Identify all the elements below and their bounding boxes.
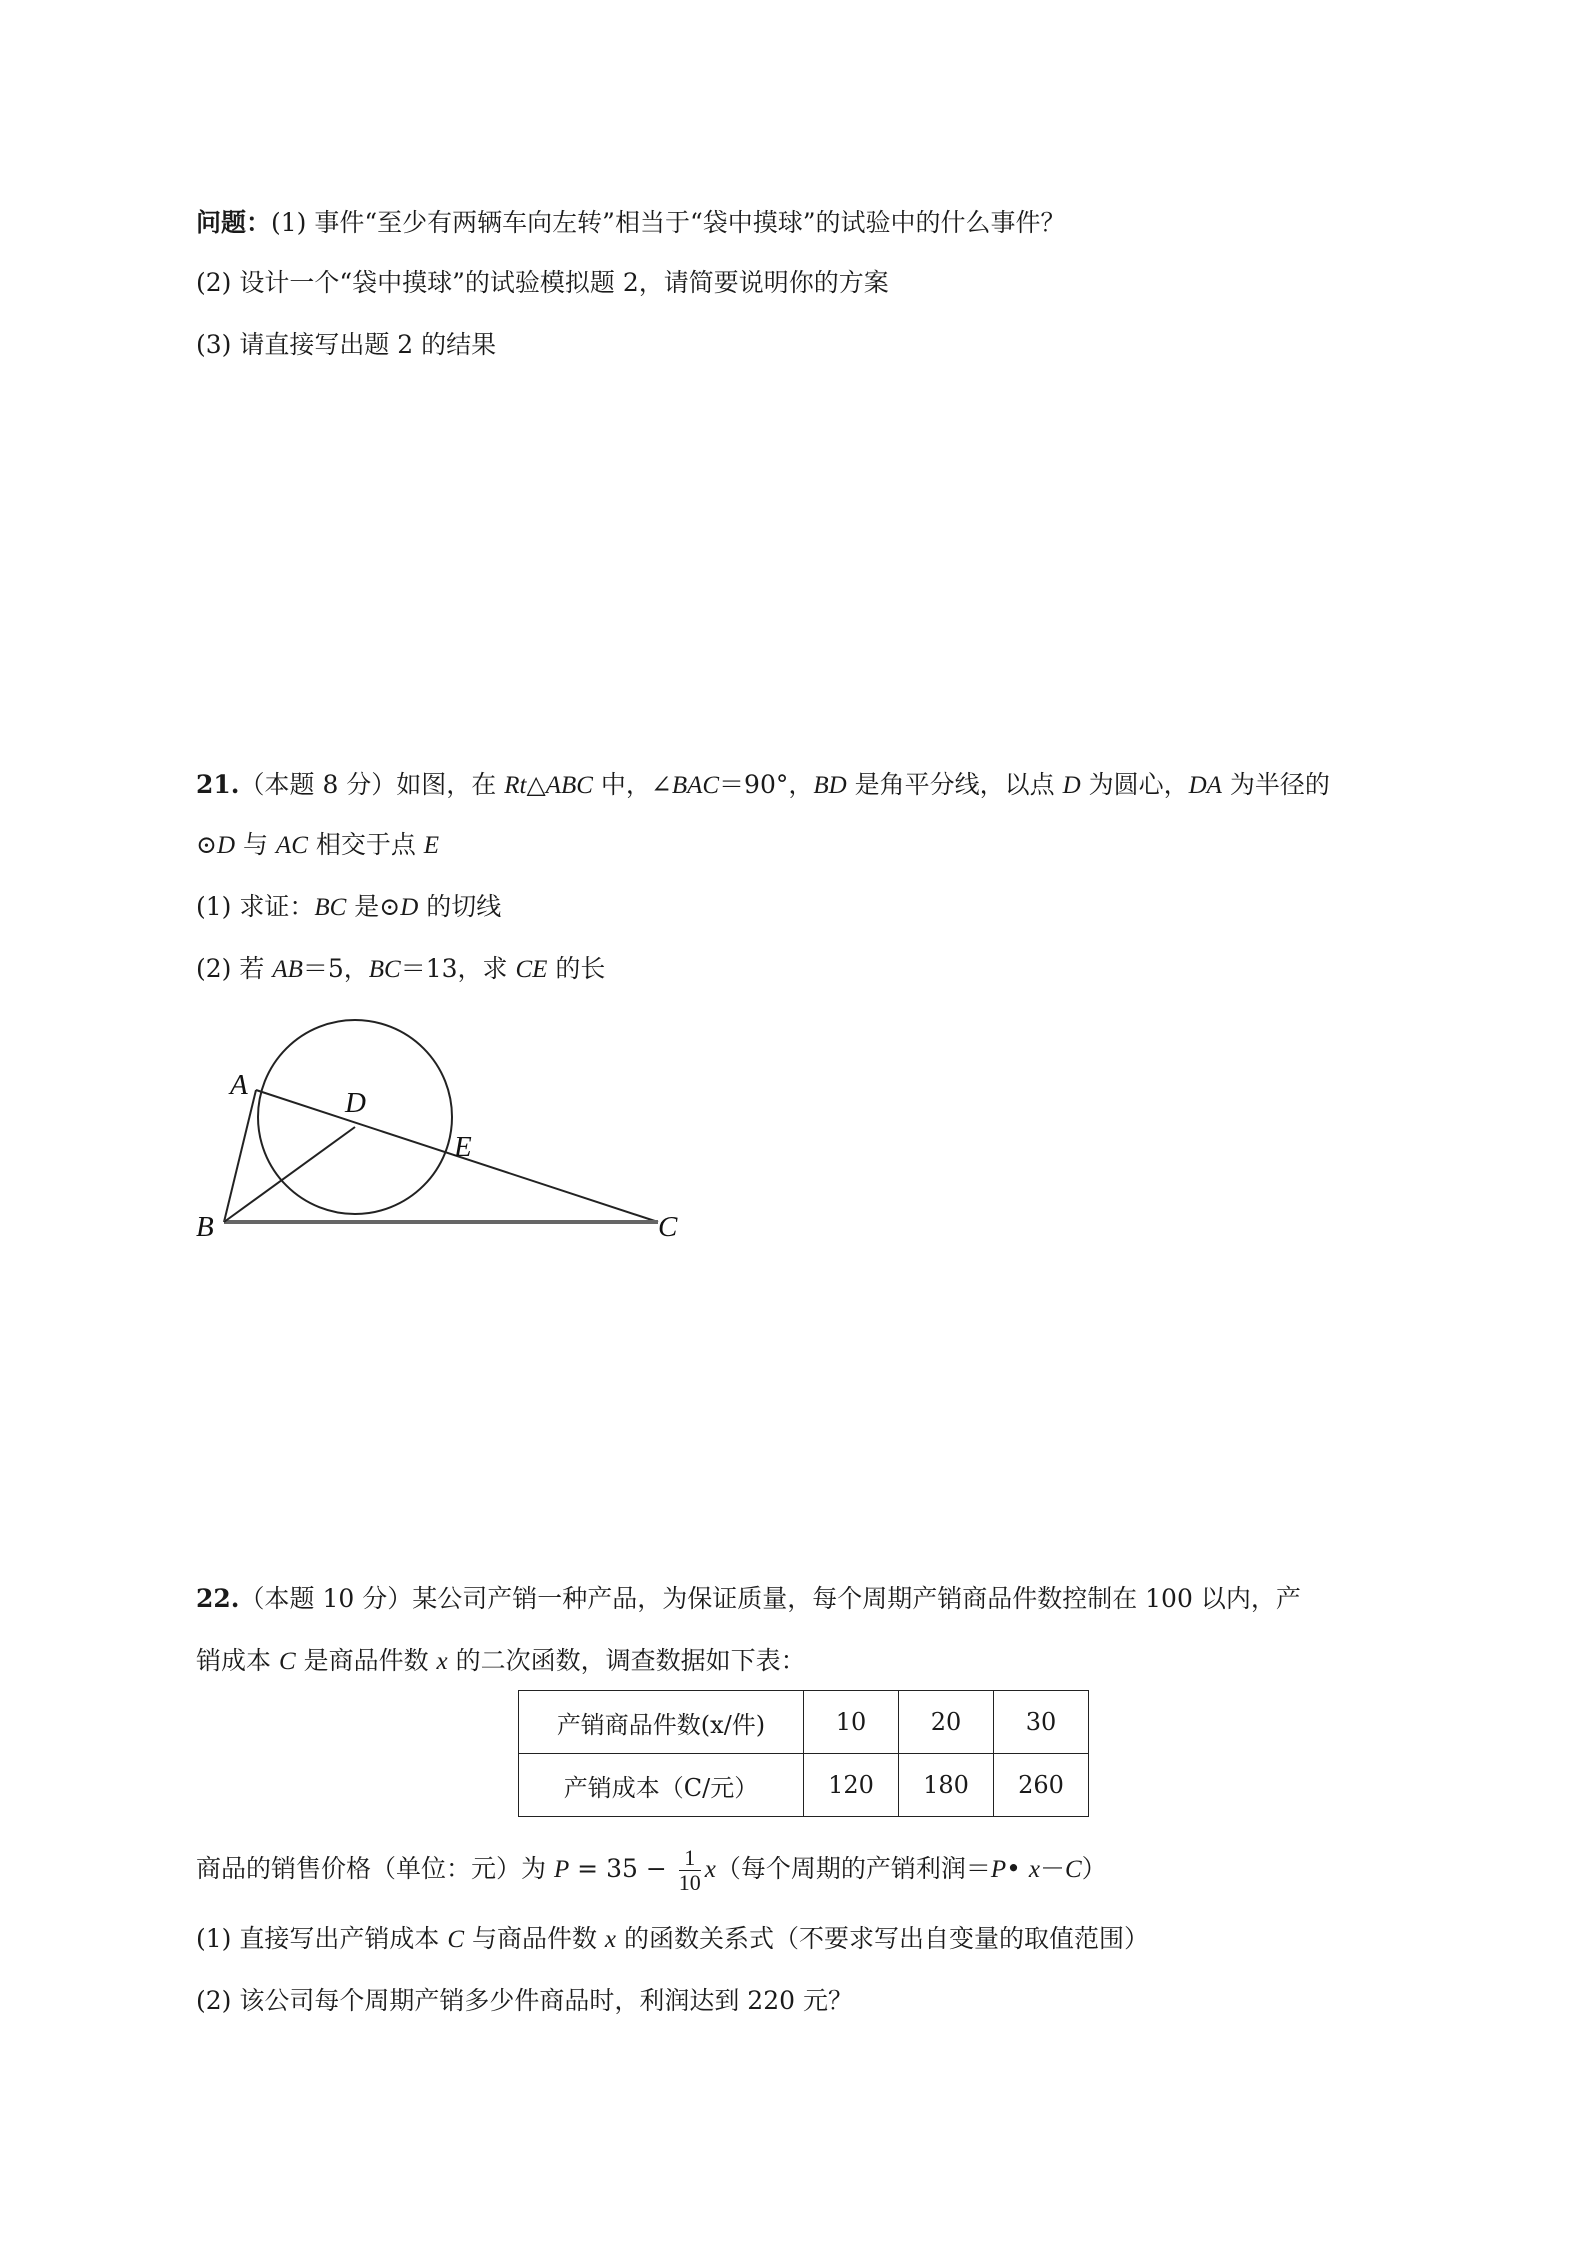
table-cell: 20 bbox=[899, 1691, 994, 1754]
label-c: C bbox=[658, 1211, 678, 1243]
table-cell: 10 bbox=[804, 1691, 899, 1754]
p20-question-3: (3) 请直接写出题 2 的结果 bbox=[196, 330, 497, 359]
table-cell: 120 bbox=[804, 1754, 899, 1817]
table-row bbox=[519, 1691, 1089, 1754]
p20-question-2: (2) 设计一个“袋中摸球”的试验模拟题 2，请简要说明你的方案 bbox=[196, 268, 889, 297]
table-row bbox=[519, 1754, 1089, 1817]
p21-geometry-figure bbox=[190, 1012, 690, 1262]
p22-part-2: (2) 该公司每个周期产销多少件商品时，利润达到 220 元？ bbox=[196, 1986, 853, 2015]
table-cell: 260 bbox=[994, 1754, 1089, 1817]
table-header-cost: 产销成本（C/元） bbox=[519, 1754, 804, 1817]
p22-price-formula: 商品的销售价格（单位：元）为 P = 35 − $\frac{1}{10}$ x（每个周期的产销利润＝P• x－C） bbox=[196, 1845, 1107, 1895]
table-cell: 30 bbox=[994, 1691, 1089, 1754]
p22-part-1: (1) 直接写出产销成本 C 与商品件数 x 的函数关系式（不要求写出自变量的取值范围） bbox=[196, 1924, 1149, 1953]
p22-data-table bbox=[518, 1690, 1089, 1817]
p21-part-2: (2) 若 AB＝5，BC＝13，求 CE 的长 bbox=[196, 954, 606, 983]
p22-number: 22. bbox=[196, 1584, 240, 1613]
fraction: $\frac{1}{10}$ bbox=[678, 1845, 701, 1895]
table-header-count: 产销商品件数(x/件) bbox=[519, 1691, 804, 1754]
p21-statement-line2: ⊙D 与 AC 相交于点 E bbox=[196, 830, 440, 859]
label-b: B bbox=[196, 1211, 214, 1243]
table-cell: 180 bbox=[899, 1754, 994, 1817]
label-e: E bbox=[454, 1131, 472, 1163]
label-d: D bbox=[345, 1087, 366, 1119]
p21-number: 21. bbox=[196, 770, 240, 799]
p22-statement-line1: 22.（本题 10 分）某公司产销一种产品，为保证质量，每个周期产销商品件数控制在 100 以内，产 bbox=[196, 1584, 1301, 1613]
p21-part-1: (1) 求证：BC 是⊙D 的切线 bbox=[196, 892, 502, 921]
p21-statement-line1: 21.（本题 8 分）如图，在 Rt△ABC 中，∠BAC＝90°，BD 是角平分线，以点 D 为圆心，DA 为半径的 bbox=[196, 770, 1330, 799]
p20-question-head: 问题： bbox=[196, 208, 272, 237]
p20-question-1: 问题：(1) 事件“至少有两辆车向左转”相当于“袋中摸球”的试验中的什么事件？ bbox=[196, 208, 1066, 237]
p22-statement-line2: 销成本 C 是商品件数 x 的二次函数，调查数据如下表： bbox=[196, 1646, 806, 1675]
label-a: A bbox=[230, 1069, 248, 1101]
